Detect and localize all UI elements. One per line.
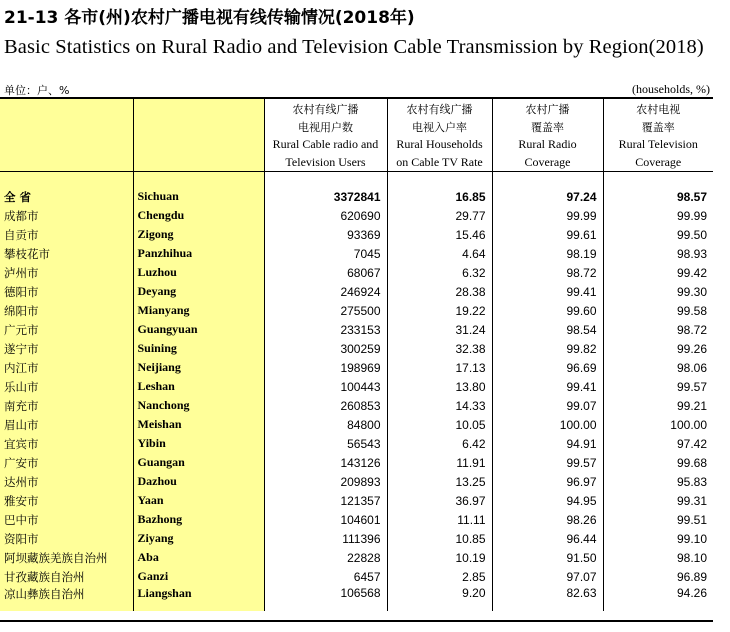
tv-coverage-value: 99.58 bbox=[676, 303, 707, 318]
header-label-cn: 覆盖率 bbox=[641, 120, 675, 134]
header-cable-rate bbox=[387, 99, 492, 172]
header-cable-users bbox=[264, 99, 387, 172]
radio-coverage-value: 82.63 bbox=[492, 586, 603, 611]
radio-coverage-value: 99.82 bbox=[492, 339, 603, 358]
cable-rate-value: 28.38 bbox=[387, 282, 492, 301]
region-name-en: Aba bbox=[133, 548, 264, 567]
tv-coverage-value: 97.42 bbox=[676, 436, 707, 451]
header-label-en: Rural Radio bbox=[518, 137, 577, 151]
table-row bbox=[0, 263, 713, 282]
radio-coverage-value: 97.24 bbox=[492, 187, 603, 206]
spacer-cell bbox=[0, 172, 133, 188]
cable-users-value: 260853 bbox=[264, 396, 387, 415]
radio-coverage-value: 91.50 bbox=[492, 548, 603, 567]
table-row bbox=[0, 301, 713, 320]
region-name-cn: 广元市 bbox=[0, 320, 133, 339]
region-name-en: Mianyang bbox=[133, 301, 264, 320]
region-name-cn: 凉山彝族自治州 bbox=[0, 586, 133, 611]
cable-rate-value: 10.19 bbox=[387, 548, 492, 567]
radio-coverage-value: 99.41 bbox=[492, 377, 603, 396]
tv-coverage-value: 99.10 bbox=[676, 531, 707, 546]
table-row bbox=[0, 491, 713, 510]
cable-users-value: 300259 bbox=[264, 339, 387, 358]
region-name-cn: 广安市 bbox=[0, 453, 133, 472]
tv-coverage-value: 99.30 bbox=[676, 284, 707, 299]
radio-coverage-value: 96.44 bbox=[492, 529, 603, 548]
table-row bbox=[0, 510, 713, 529]
region-name-cn: 泸州市 bbox=[0, 263, 133, 282]
region-name-en: Deyang bbox=[133, 282, 264, 301]
header-row bbox=[0, 99, 713, 172]
region-name-cn: 雅安市 bbox=[0, 491, 133, 510]
header-region-cell bbox=[0, 99, 133, 172]
region-name-en: Ganzi bbox=[133, 567, 264, 586]
radio-coverage-value: 99.57 bbox=[492, 453, 603, 472]
cable-users-value: 6457 bbox=[264, 567, 387, 586]
cable-users-value: 7045 bbox=[264, 244, 387, 263]
page-title-chinese: 21-13 各市(州)农村广播电视有线传输情况(2018年) bbox=[4, 8, 415, 28]
region-name-cn: 阿坝藏族羌族自治州 bbox=[0, 548, 133, 567]
cable-users-value: 275500 bbox=[264, 301, 387, 320]
cable-rate-value: 4.64 bbox=[387, 244, 492, 263]
header-label-en: Rural Television bbox=[618, 137, 698, 151]
tv-coverage-value: 99.21 bbox=[676, 398, 707, 413]
cable-rate-value: 13.80 bbox=[387, 377, 492, 396]
table-row bbox=[0, 282, 713, 301]
table-row bbox=[0, 396, 713, 415]
table-row bbox=[0, 434, 713, 453]
header-radio-coverage bbox=[492, 99, 603, 172]
table-row bbox=[0, 529, 713, 548]
spacer-cell bbox=[387, 172, 492, 188]
cable-users-value: 121357 bbox=[264, 491, 387, 510]
table-row bbox=[0, 206, 713, 225]
region-name-cn: 自贡市 bbox=[0, 225, 133, 244]
region-name-en: Neijiang bbox=[133, 358, 264, 377]
region-name-en: Suining bbox=[133, 339, 264, 358]
region-name-cn: 南充市 bbox=[0, 396, 133, 415]
radio-coverage-value: 99.61 bbox=[492, 225, 603, 244]
region-name-cn: 宜宾市 bbox=[0, 434, 133, 453]
radio-coverage-value: 96.69 bbox=[492, 358, 603, 377]
header-label-cn: 电视入户率 bbox=[412, 120, 467, 134]
header-label-cn: 电视用户数 bbox=[298, 120, 353, 134]
spacer-row bbox=[0, 172, 713, 188]
cable-rate-value: 13.25 bbox=[387, 472, 492, 491]
region-name-cn: 全 省 bbox=[0, 187, 133, 206]
radio-coverage-value: 98.19 bbox=[492, 244, 603, 263]
tv-coverage-value: 99.50 bbox=[676, 227, 707, 242]
cable-rate-value: 11.91 bbox=[387, 453, 492, 472]
table-row-total bbox=[0, 187, 713, 206]
spacer-cell bbox=[492, 172, 603, 188]
cable-rate-value: 10.05 bbox=[387, 415, 492, 434]
table-row bbox=[0, 225, 713, 244]
table-row bbox=[0, 339, 713, 358]
table-row bbox=[0, 567, 713, 586]
region-name-en: Yibin bbox=[133, 434, 264, 453]
cable-users-value: 93369 bbox=[264, 225, 387, 244]
header-label-en: Coverage bbox=[635, 154, 682, 169]
header-label-cn: 农村有线广播 bbox=[406, 103, 473, 116]
header-label-cn: 农村电视 bbox=[636, 103, 681, 116]
tv-coverage-value: 100.00 bbox=[670, 417, 707, 432]
cable-users-value: 233153 bbox=[264, 320, 387, 339]
radio-coverage-value: 94.91 bbox=[492, 434, 603, 453]
cable-rate-value: 29.77 bbox=[387, 206, 492, 225]
cable-rate-value: 15.46 bbox=[387, 225, 492, 244]
region-name-cn: 甘孜藏族自治州 bbox=[0, 567, 133, 586]
region-name-en: Liangshan bbox=[133, 586, 264, 611]
radio-coverage-value: 99.60 bbox=[492, 301, 603, 320]
header-label-en: on Cable TV Rate bbox=[396, 154, 483, 169]
radio-coverage-value: 100.00 bbox=[492, 415, 603, 434]
unit-label-english: (households, %) bbox=[632, 82, 710, 96]
tv-coverage-value: 99.57 bbox=[676, 379, 707, 394]
radio-coverage-value: 97.07 bbox=[492, 567, 603, 586]
region-name-cn: 德阳市 bbox=[0, 282, 133, 301]
cable-users-value: 56543 bbox=[264, 434, 387, 453]
cable-users-value: 106568 bbox=[264, 586, 387, 611]
region-name-en: Bazhong bbox=[133, 510, 264, 529]
region-name-cn: 巴中市 bbox=[0, 510, 133, 529]
tv-coverage-value: 99.68 bbox=[676, 455, 707, 470]
region-name-cn: 遂宁市 bbox=[0, 339, 133, 358]
statistics-table bbox=[0, 99, 713, 611]
cable-rate-value: 2.85 bbox=[387, 567, 492, 586]
table-row bbox=[0, 244, 713, 263]
tv-coverage-value: 98.06 bbox=[676, 360, 707, 375]
region-name-cn: 眉山市 bbox=[0, 415, 133, 434]
tv-coverage-value: 94.26 bbox=[676, 586, 707, 600]
cable-rate-value: 10.85 bbox=[387, 529, 492, 548]
cable-users-value: 246924 bbox=[264, 282, 387, 301]
spacer-cell bbox=[603, 172, 713, 188]
header-label-cn: 农村广播 bbox=[525, 103, 570, 116]
radio-coverage-value: 99.99 bbox=[492, 206, 603, 225]
region-name-cn: 内江市 bbox=[0, 358, 133, 377]
tv-coverage-value: 98.72 bbox=[676, 322, 707, 337]
header-label-en: Rural Households bbox=[396, 137, 483, 151]
region-name-cn: 达州市 bbox=[0, 472, 133, 491]
cable-users-value: 111396 bbox=[264, 529, 387, 548]
header-label-en: Coverage bbox=[524, 154, 571, 169]
radio-coverage-value: 96.97 bbox=[492, 472, 603, 491]
table-row bbox=[0, 320, 713, 339]
region-name-en: Sichuan bbox=[133, 187, 264, 206]
cable-users-value: 100443 bbox=[264, 377, 387, 396]
cable-rate-value: 6.42 bbox=[387, 434, 492, 453]
table-row bbox=[0, 586, 713, 611]
region-name-cn: 成都市 bbox=[0, 206, 133, 225]
region-name-cn: 绵阳市 bbox=[0, 301, 133, 320]
table-row bbox=[0, 358, 713, 377]
region-name-en: Guangan bbox=[133, 453, 264, 472]
region-name-en: Leshan bbox=[133, 377, 264, 396]
table-body bbox=[0, 172, 713, 612]
cable-users-value: 620690 bbox=[264, 206, 387, 225]
spacer-cell bbox=[264, 172, 387, 188]
tv-coverage-value: 99.26 bbox=[676, 341, 707, 356]
table-row bbox=[0, 377, 713, 396]
radio-coverage-value: 98.26 bbox=[492, 510, 603, 529]
table-row bbox=[0, 453, 713, 472]
cable-rate-value: 32.38 bbox=[387, 339, 492, 358]
region-name-en: Yaan bbox=[133, 491, 264, 510]
page-title-english: Basic Statistics on Rural Radio and Television Cable Transmission by Region(2018) bbox=[4, 36, 704, 58]
region-name-en: Zigong bbox=[133, 225, 264, 244]
region-name-en: Nanchong bbox=[133, 396, 264, 415]
header-tv-coverage bbox=[603, 99, 713, 172]
table-bottom-rule bbox=[0, 620, 713, 622]
region-name-en: Panzhihua bbox=[133, 244, 264, 263]
cable-users-value: 3372841 bbox=[264, 187, 387, 206]
region-name-en: Ziyang bbox=[133, 529, 264, 548]
cable-users-value: 68067 bbox=[264, 263, 387, 282]
cable-rate-value: 14.33 bbox=[387, 396, 492, 415]
tv-coverage-value: 99.99 bbox=[676, 208, 707, 223]
unit-label-chinese: 单位：户、% bbox=[4, 84, 70, 97]
header-region-en-cell bbox=[133, 99, 264, 172]
header-label-en: Television Users bbox=[285, 154, 366, 169]
cable-rate-value: 11.11 bbox=[387, 510, 492, 529]
region-name-en: Chengdu bbox=[133, 206, 264, 225]
cable-users-value: 143126 bbox=[264, 453, 387, 472]
region-name-en: Dazhou bbox=[133, 472, 264, 491]
tv-coverage-value: 98.10 bbox=[676, 550, 707, 565]
tv-coverage-value: 99.42 bbox=[676, 265, 707, 280]
radio-coverage-value: 98.54 bbox=[492, 320, 603, 339]
radio-coverage-value: 98.72 bbox=[492, 263, 603, 282]
header-label-en: Rural Cable radio and bbox=[272, 137, 379, 151]
region-name-en: Luzhou bbox=[133, 263, 264, 282]
spacer-cell bbox=[133, 172, 264, 188]
header-label-cn: 农村有线广播 bbox=[292, 103, 359, 116]
tv-coverage-value: 95.83 bbox=[676, 474, 707, 489]
cable-rate-value: 17.13 bbox=[387, 358, 492, 377]
tv-coverage-value: 99.31 bbox=[676, 493, 707, 508]
radio-coverage-value: 99.07 bbox=[492, 396, 603, 415]
tv-coverage-value: 99.51 bbox=[676, 512, 707, 527]
cable-rate-value: 6.32 bbox=[387, 263, 492, 282]
cable-users-value: 84800 bbox=[264, 415, 387, 434]
region-name-cn: 攀枝花市 bbox=[0, 244, 133, 263]
radio-coverage-value: 99.41 bbox=[492, 282, 603, 301]
header-label-cn: 覆盖率 bbox=[531, 120, 564, 134]
region-name-cn: 乐山市 bbox=[0, 377, 133, 396]
tv-coverage-value: 98.57 bbox=[676, 189, 707, 204]
region-name-en: Guangyuan bbox=[133, 320, 264, 339]
cable-rate-value: 31.24 bbox=[387, 320, 492, 339]
cable-rate-value: 36.97 bbox=[387, 491, 492, 510]
cable-users-value: 209893 bbox=[264, 472, 387, 491]
cable-rate-value: 9.20 bbox=[387, 586, 492, 611]
tv-coverage-value: 96.89 bbox=[676, 569, 707, 584]
table-row bbox=[0, 548, 713, 567]
region-name-en: Meishan bbox=[133, 415, 264, 434]
region-name-cn: 资阳市 bbox=[0, 529, 133, 548]
table-row bbox=[0, 415, 713, 434]
table-header bbox=[0, 99, 713, 172]
cable-rate-value: 16.85 bbox=[387, 187, 492, 206]
tv-coverage-value: 98.93 bbox=[676, 246, 707, 261]
radio-coverage-value: 94.95 bbox=[492, 491, 603, 510]
cable-rate-value: 19.22 bbox=[387, 301, 492, 320]
cable-users-value: 22828 bbox=[264, 548, 387, 567]
cable-users-value: 198969 bbox=[264, 358, 387, 377]
table-row bbox=[0, 472, 713, 491]
cable-users-value: 104601 bbox=[264, 510, 387, 529]
